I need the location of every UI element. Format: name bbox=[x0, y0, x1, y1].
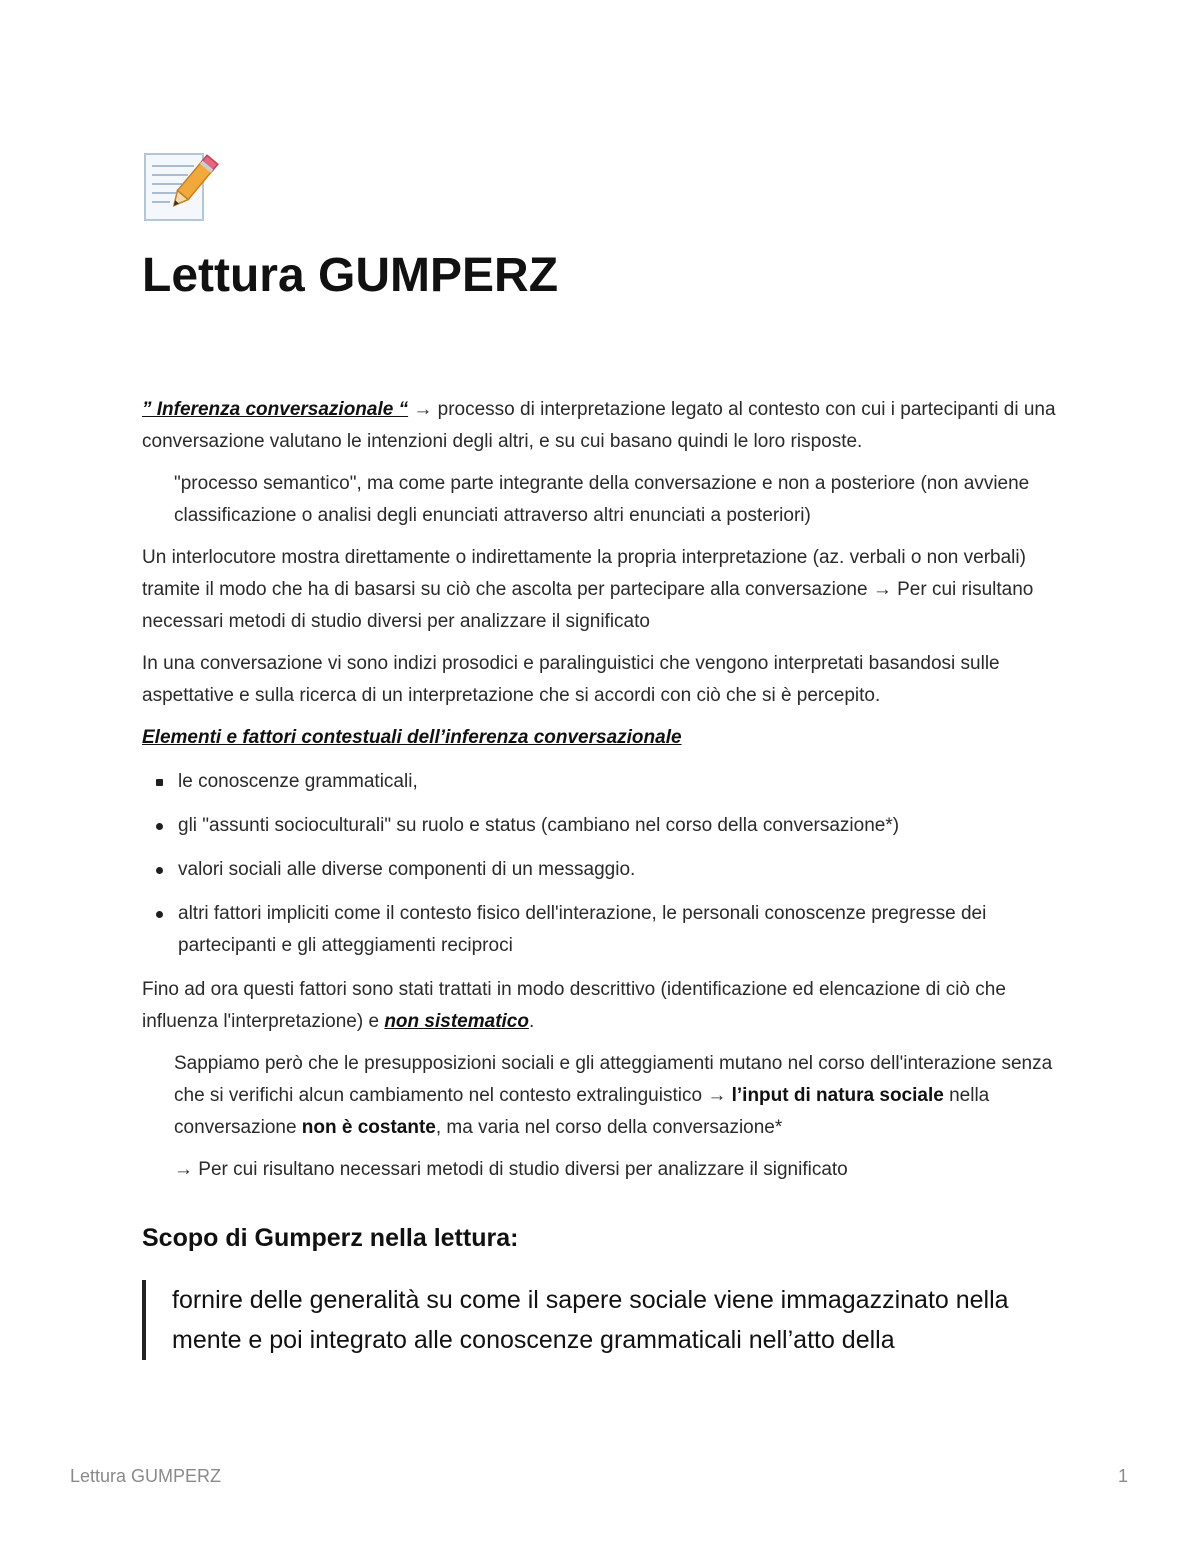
scope-heading: Scopo di Gumperz nella lettura: bbox=[142, 1224, 519, 1252]
paragraph-indizi: In una conversazione vi sono indizi prosodici e paralinguistici che vengono interpretati basandosi sulle aspettative e sulla ricerca di un interpretazione che si accordi con ciò che si è percepito. bbox=[142, 653, 1000, 706]
list-item: altri fattori impliciti come il contesto fisico dell'interazione, le personali conoscenze pregresse dei partecipanti e gli atteggiamenti reciproci bbox=[142, 898, 1062, 962]
list-item: gli "assunti socioculturali" su ruolo e status (cambiano nel corso della conversazione*) bbox=[142, 810, 1062, 842]
list-item: le conoscenze grammaticali, bbox=[142, 766, 1062, 798]
paragraph-processo-semantico: "processo semantico", ma come parte integrante della conversazione e non a posteriore (non avviene classificazione o analisi degli enunciati attraverso altri enunciati a posteriori) bbox=[174, 473, 1030, 526]
paragraph-presupposizioni: Sappiamo però che le presupposizioni sociali e gli atteggiamenti mutano nel corso dell'interazione senza che si verifichi alcun cambiamento nel contesto extralinguistico → l’input di natura sociale nella conversazione non è costante, ma varia nel corso della conversazione* bbox=[174, 1053, 1053, 1138]
bullet-icon bbox=[156, 823, 163, 830]
paragraph-fino-ad-ora: Fino ad ora questi fattori sono stati trattati in modo descrittivo (identificazione ed elencazione di ciò che influenza l'interpretazione) e non sistematico. bbox=[142, 979, 1006, 1032]
page-number: 1 bbox=[1117, 1466, 1128, 1486]
paragraph-interlocutore: Un interlocutore mostra direttamente o indirettamente la propria interpretazione (az. verbali o non verbali) tramite il modo che ha di basarsi su ciò che ascolta per partecipare alla conversazione → Per cui risultano necessari metodi di studio diversi per analizzare il significato bbox=[142, 547, 1034, 632]
paragraph-conclusione: → Per cui risultano necessari metodi di studio diversi per analizzare il significato bbox=[174, 1159, 848, 1180]
emph-non-sistematico: non sistematico bbox=[384, 1011, 529, 1032]
footer-title: Lettura GUMPERZ bbox=[70, 1466, 222, 1486]
list-item: valori sociali alle diverse componenti di un messaggio. bbox=[142, 854, 1062, 886]
scope-quote bbox=[142, 1280, 1062, 1360]
quote-text: fornire delle generalità su come il sapere sociale viene immagazzinato nella mente e poi integrato alle conoscenze grammaticali nell’atto della bbox=[172, 1286, 1009, 1354]
term-inferenza: ” Inferenza conversazionale “ bbox=[142, 399, 409, 420]
paragraph-definition bbox=[142, 394, 1062, 458]
bullet-icon bbox=[156, 911, 163, 918]
document-content bbox=[142, 150, 1062, 1360]
bullet-icon bbox=[156, 867, 163, 874]
elements-heading: Elementi e fattori contestuali dell’inferenza conversazionale bbox=[142, 727, 682, 748]
elements-list bbox=[142, 766, 1062, 962]
definition-text: → processo di interpretazione legato al contesto con cui i partecipanti di una conversazione valutano le intenzioni degli altri, e su cui basano quindi le loro risposte. bbox=[142, 399, 1056, 452]
page-title: Lettura GUMPERZ bbox=[142, 249, 559, 302]
memo-pencil-icon bbox=[142, 150, 220, 226]
bullet-icon bbox=[156, 779, 163, 786]
